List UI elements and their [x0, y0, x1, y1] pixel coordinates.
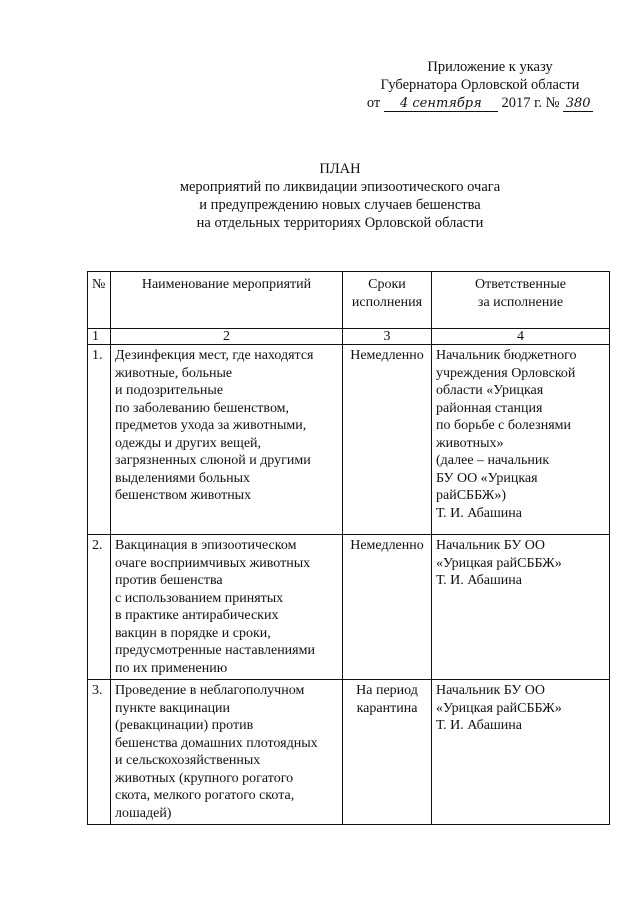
- table-row: [88, 680, 610, 825]
- index-cell: 2: [111, 329, 343, 345]
- row-responsible: Начальник бюджетного учреждения Орловской области «Урицкая районная станция по борьбе с болезнями животных» (далее – начальник БУ ОО «Урицкая райСББЖ») Т. И. Абашина: [432, 345, 610, 535]
- decree-appendix-header: [330, 58, 630, 112]
- header-number: №: [88, 272, 111, 329]
- header-name: Наименование мероприятий: [111, 272, 343, 329]
- plan-subtitle-1: мероприятий по ликвидации эпизоотического очага: [179, 179, 501, 195]
- plan-heading: ПЛАН: [319, 161, 361, 177]
- row-measure: Проведение в неблагополучном пункте вакцинации (ревакцинации) против бешенства домашних плотоядных и сельскохозяйственных животных (крупного рогатого скота, мелкого рогатого скота, лошадей): [111, 680, 343, 825]
- date-number-line: [330, 94, 630, 112]
- row-number: 1.: [88, 345, 111, 535]
- row-number: 3.: [88, 680, 111, 825]
- governor-line: Губернатора Орловской области: [380, 77, 580, 93]
- index-cell: 4: [432, 329, 610, 345]
- document-title: [0, 160, 640, 232]
- row-term: Немедленно: [343, 345, 432, 535]
- table-index-row: [88, 329, 610, 345]
- row-term: Немедленно: [343, 535, 432, 680]
- table-row: [88, 345, 610, 535]
- appendix-line: Приложение к указу: [427, 59, 553, 75]
- table-header-row: [88, 272, 610, 329]
- row-responsible: Начальник БУ ОО «Урицкая райСББЖ» Т. И. Абашина: [432, 680, 610, 825]
- handwritten-number: 380: [563, 97, 593, 112]
- plan-subtitle-2: и предупреждению новых случаев бешенства: [199, 197, 481, 213]
- index-cell: 1: [88, 329, 111, 345]
- table-row: [88, 535, 610, 680]
- row-number: 2.: [88, 535, 111, 680]
- plan-subtitle-3: на отдельных территориях Орловской области: [196, 215, 484, 231]
- row-measure: Дезинфекция мест, где находятся животные, больные и подозрительные по заболеванию бешенством, предметов ухода за животными, одежды и других вещей, загрязненных слюной и другими выделениями больных бешенством животных: [111, 345, 343, 535]
- header-term: Сроки исполнения: [343, 272, 432, 329]
- year-label: 2017 г. №: [501, 95, 560, 111]
- handwritten-date: 4 сентября: [384, 97, 498, 112]
- measures-table: [87, 271, 610, 825]
- date-prefix: от: [366, 95, 381, 111]
- header-responsible: Ответственные за исполнение: [432, 272, 610, 329]
- row-responsible: Начальник БУ ОО «Урицкая райСББЖ» Т. И. Абашина: [432, 535, 610, 680]
- row-term: На период карантина: [343, 680, 432, 825]
- row-measure: Вакцинация в эпизоотическом очаге восприимчивых животных против бешенства с использованием принятых в практике антирабических вакцин в порядке и сроки, предусмотренные наставлениями по их применению: [111, 535, 343, 680]
- index-cell: 3: [343, 329, 432, 345]
